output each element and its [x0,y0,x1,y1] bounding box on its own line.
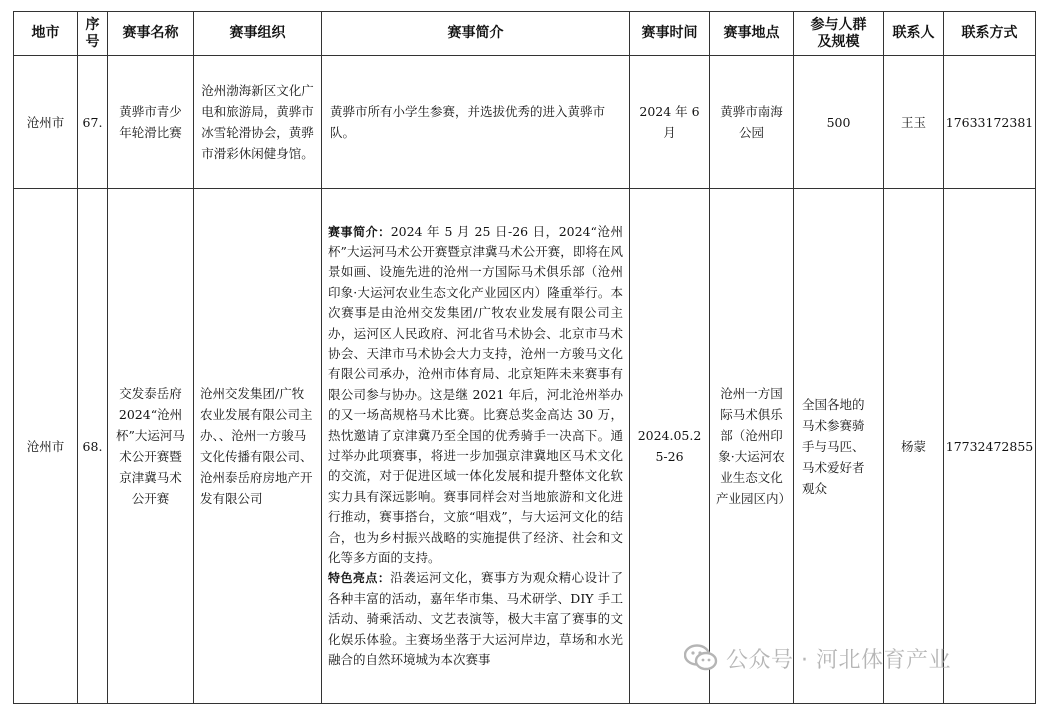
cell-event-name: 交发泰岳府 2024“沧州杯”大运河马术公开赛暨京津冀马术公开赛 [108,189,194,704]
intro-text: 黄骅市所有小学生参赛，并选拔优秀的进入黄骅市队。 [330,104,606,140]
intro-long-text [322,222,629,671]
header-place: 赛事地点 [710,12,794,56]
cell-intro [322,189,630,704]
header-org: 赛事组织 [194,12,322,56]
header-no-text: 序号 [85,16,100,50]
intro-label-highlights: 特色亮点： [328,571,391,586]
cell-phone: 17732472855 [944,189,1036,704]
table-row [14,189,1036,704]
cell-no: 68. [78,189,108,704]
cell-organizer: 沧州渤海新区文化广电和旅游局，黄骅市冰雪轮滑协会，黄骅市滑彩休闲健身馆。 [194,56,322,189]
cell-place: 沧州一方国际马术俱乐部（沧州印象·大运河农业生态文化产业园区内） [710,189,794,704]
cell-time: 2024 年 6 月 [630,56,710,189]
intro-highlights-text: 沿袭运河文化，赛事方为观众精心设计了各种丰富的活动，嘉年华市集、马术研学、DIY 手工活动、骑乘活动、文艺表演等，极大丰富了赛事的文化娱乐体验。主赛场坐落于大运河岸边，草场和水光融合的自然环境城为本次赛事 [328,570,623,668]
cell-place: 黄骅市南海公园 [710,56,794,189]
cell-crowd: 全国各地的马术参赛骑手与马匹、马术爱好者观众 [794,189,884,704]
header-name: 赛事名称 [108,12,194,56]
cell-phone: 17633172381 [944,56,1036,189]
cell-no: 67. [78,56,108,189]
header-crowd [794,12,884,56]
header-no [78,12,108,56]
cell-event-name: 黄骅市青少年轮滑比赛 [108,56,194,189]
cell-crowd: 500 [794,56,884,189]
header-intro: 赛事简介 [322,12,630,56]
header-crowd-text: 参与人群及规模 [810,16,867,50]
events-table [13,11,1036,704]
cell-organizer: 沧州交发集团/广牧农业发展有限公司主办、、沧州一方骏马文化传播有限公司、沧州泰岳府房地产开发有限公司 [194,189,322,704]
header-time: 赛事时间 [630,12,710,56]
header-city: 地市 [14,12,78,56]
table-row [14,56,1036,189]
cell-contact: 杨蒙 [884,189,944,704]
intro-summary-text: 2024 年 5 月 25 日-26 日，2024“沧州杯”大运河马术公开赛暨京津冀马术公开赛，即将在风景如画、设施先进的沧州一方国际马术俱乐部（沧州印象·大运河农业生态文化产业园区内）隆重举行。本次赛事是由沧州交发集团/广牧农业发展有限公司主办，运河区人民政府、河北省马术协会、北京市马术协会、天津市马术协会大力支持，沧州一方骏马文化有限公司承办，沧州市体育局、北京矩阵未来赛事有限公司参与协办。这是继 2021 年后，河北沧州举办的又一场高规格马术比赛。比赛总奖金高达 30 万，热忱邀请了京津冀乃至全国的优秀骑手一决高下。通过举办此项赛事，将进一步加强京津冀地区马术文化的交流，对于促进区域一体化发展和提升整体文化软实力具有深远影响。赛事同样会对当地旅游和文化进行推动，赛事搭台，文旅“唱戏”，与大运河文化的结合，也为乡村振兴战略的实施提供了经济、社会和文化等多方面的支持。 [328,223,623,566]
header-contact: 联系人 [884,12,944,56]
intro-label-summary: 赛事简介： [328,224,391,239]
watermark-text: 公众号 · 河北体育产业 [726,647,951,673]
cell-city: 沧州市 [14,56,78,189]
cell-contact: 王玉 [884,56,944,189]
wechat-icon [684,644,718,672]
cell-intro [322,56,630,189]
cell-time: 2024.05.25-26 [630,189,710,704]
header-phone: 联系方式 [944,12,1036,56]
cell-city: 沧州市 [14,189,78,704]
watermark [684,641,951,675]
header-row [14,12,1036,56]
